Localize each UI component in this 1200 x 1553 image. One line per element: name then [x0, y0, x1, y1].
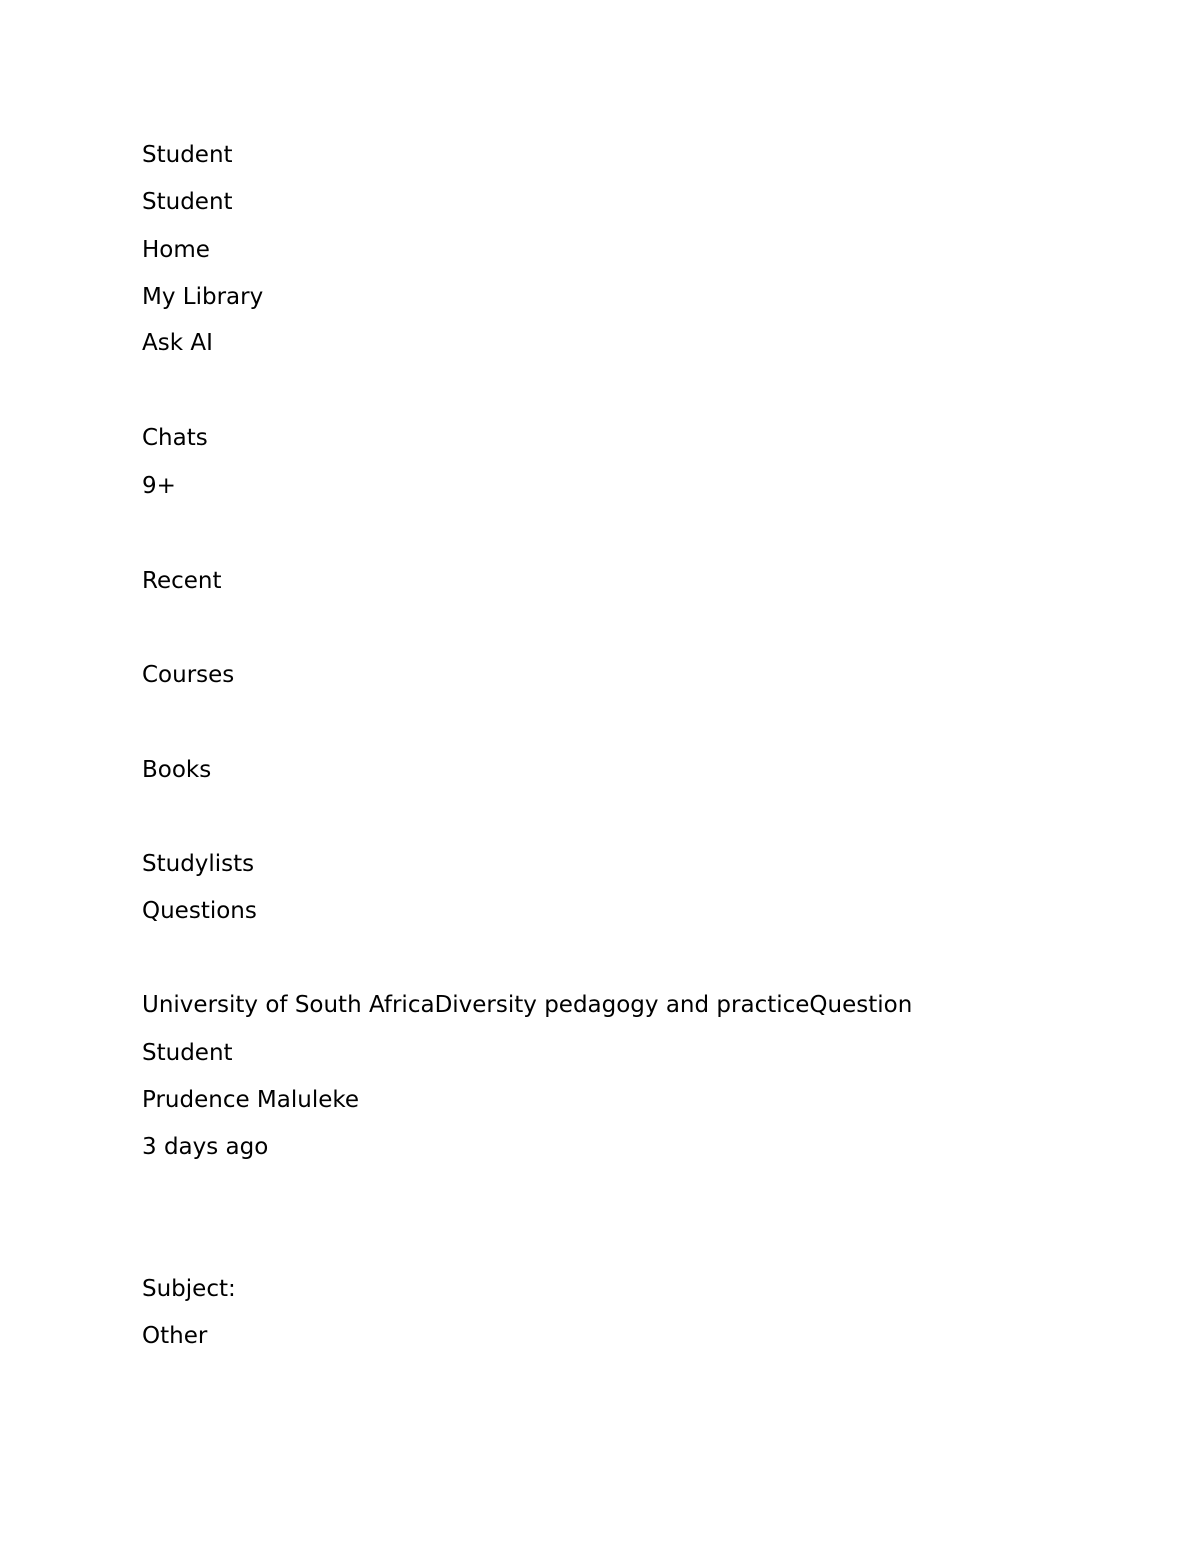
recent-section-heading[interactable]: Recent — [142, 568, 222, 594]
courses-section-heading[interactable]: Courses — [142, 662, 235, 688]
author-name[interactable]: Prudence Maluleke — [142, 1087, 360, 1113]
chats-badge: 9+ — [142, 473, 176, 499]
posted-timestamp: 3 days ago — [142, 1134, 269, 1160]
nav-my-library-link[interactable]: My Library — [142, 284, 264, 310]
breadcrumb[interactable]: University of South AfricaDiversity pedagogy and practiceQuestion — [142, 992, 913, 1018]
user-name-label[interactable]: Student — [142, 189, 233, 215]
studylists-section-heading[interactable]: Studylists — [142, 851, 255, 877]
questions-section-heading[interactable]: Questions — [142, 898, 257, 924]
chats-link[interactable]: Chats — [142, 425, 208, 451]
subject-value[interactable]: Other — [142, 1323, 208, 1349]
author-role-label: Student — [142, 1040, 233, 1066]
books-section-heading[interactable]: Books — [142, 757, 212, 783]
nav-home-link[interactable]: Home — [142, 237, 210, 263]
nav-ask-ai-link[interactable]: Ask AI — [142, 330, 213, 356]
subject-label: Subject: — [142, 1276, 236, 1302]
user-role-label: Student — [142, 142, 233, 168]
